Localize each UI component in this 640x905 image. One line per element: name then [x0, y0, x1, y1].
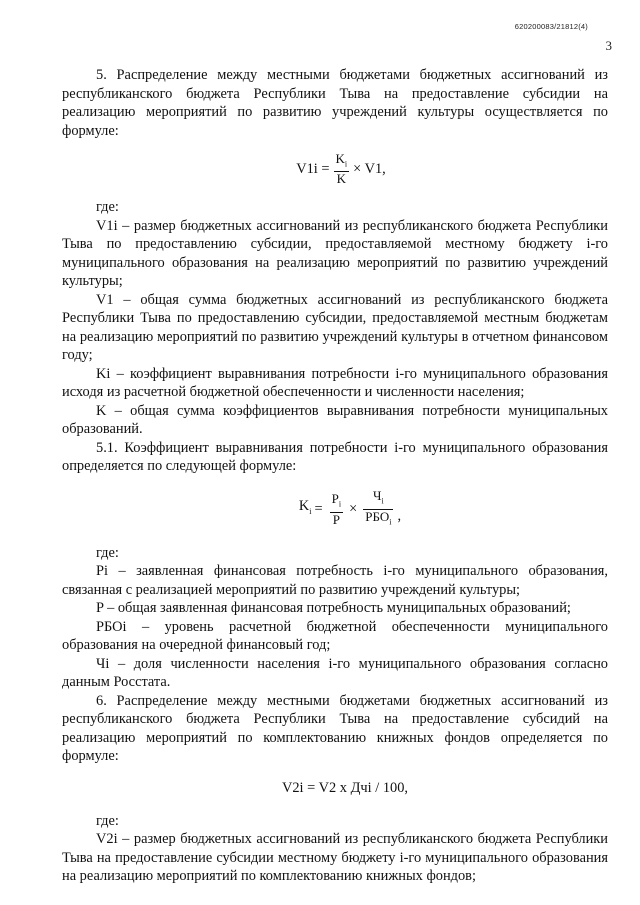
formula-3-text: V2i = V2 х Дчi / 100, — [281, 780, 409, 797]
definition-chi: Чi – доля численности населения i-го муниципального образования согласно данным Росстата. — [62, 655, 608, 690]
formula-1-denominator: K — [336, 171, 347, 187]
definition-v2i: V2i – размер бюджетных ассигнований из республиканского бюджета Республики Тыва на предоставление субсидии местному бюджету i-го муниципального образования на реализацию мероприятий по комплектованию книжных фондов; — [62, 831, 608, 884]
definition-p: P – общая заявленная финансовая потребность муниципальных образований; — [96, 600, 571, 616]
definition-rboi: РБОi – уровень расчетной бюджетной обеспеченности муниципального образования на очередной финансовый год; — [62, 618, 608, 653]
paragraph-6: 6. Распределение между местными бюджетами бюджетных ассигнований из республиканского бюджета Республики Тыва на предоставление субсидий на реализацию мероприятий по комплектованию книжных фондов определяется по формуле: — [62, 692, 608, 764]
formula-2-lhs: K — [298, 498, 310, 515]
paragraph-5: 5. Распределение между местными бюджетами бюджетных ассигнований из республиканского бюджета Республики Тыва на предоставление субсидии на реализацию мероприятий по развитию учреждений культуры осуществляется по формуле: — [62, 67, 608, 139]
formula-2-f1-numerator-sub: i — [338, 499, 342, 509]
formula-1-fraction — [334, 152, 350, 187]
formula-2-f2-numerator: Ч — [373, 488, 382, 504]
where-label-3: где: — [96, 812, 119, 829]
formula-2-lhs-sub: i — [309, 507, 312, 517]
formula-1-numerator: K — [335, 150, 345, 166]
page-number: 3 — [605, 38, 612, 53]
document-body — [62, 66, 608, 886]
formula-2-fraction-2 — [363, 489, 393, 529]
formula-2-f1-denominator: P — [332, 511, 340, 527]
formula-2-times: × — [349, 501, 358, 518]
definition-k: K – общая сумма коэффициентов выравнивания потребности муниципальных образований. — [62, 402, 608, 437]
formula-v1i — [62, 146, 608, 192]
formula-1-rhs: × V1, — [353, 160, 386, 177]
formula-2-f2-denominator-sub: i — [389, 517, 392, 527]
formula-1-numerator-sub: i — [344, 159, 348, 169]
paragraph-5-1: 5.1. Коэффициент выравнивания потребности i-го муниципального образования определяется по следующей формуле: — [62, 439, 608, 474]
definition-v1: V1 – общая сумма бюджетных ассигнований из республиканского бюджета Республики Тыва по предоставлению субсидии, предоставляемой местным бюджетам на реализацию мероприятий по развитию учреждений культуры в отчетном финансовом году; — [62, 291, 608, 363]
definition-v1i: V1i – размер бюджетных ассигнований из республиканского бюджета Республики Тыва по предоставлению субсидии, предоставляемой местному бюджету i-го муниципального образования на реализацию мероприятий по развитию учреждений культуры; — [62, 217, 608, 289]
definition-ki: Ki – коэффициент выравнивания потребности i-го муниципального образования исходя из расчетной бюджетной обеспеченности и численности населения; — [62, 365, 608, 400]
formula-1-lhs: V1i = — [296, 160, 330, 177]
document-number: 620200083/21812(4) — [514, 22, 588, 31]
formula-ki — [62, 484, 608, 536]
where-label-1: где: — [96, 199, 119, 215]
formula-v2i — [62, 772, 608, 806]
formula-2-tail: , — [397, 508, 402, 524]
formula-2-fraction-1 — [330, 492, 343, 527]
formula-2-eq: = — [314, 501, 323, 518]
formula-2-f2-denominator: РБО — [365, 509, 390, 524]
definition-pi: Pi – заявленная финансовая потребность i-го муниципального образования, связанная с реализацией мероприятий по развитию учреждений культуры; — [62, 563, 608, 598]
where-label-2: где: — [96, 544, 119, 561]
formula-2-f2-numerator-sub: i — [381, 497, 384, 506]
formula-2-f1-numerator: P — [331, 491, 339, 507]
